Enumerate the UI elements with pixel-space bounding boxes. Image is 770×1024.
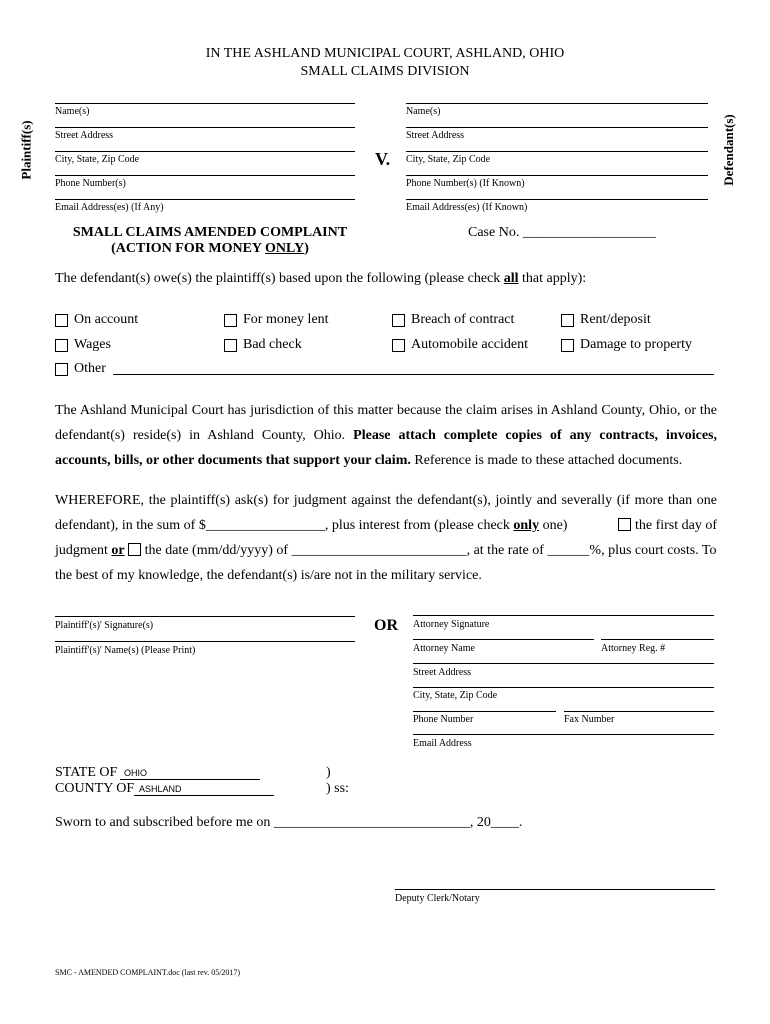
plaintiff-names-label: Plaintiff'(s)' Name(s) (Please Print): [55, 645, 196, 656]
plaintiff-phone-label: Phone Number(s): [55, 178, 126, 189]
checkbox-breach[interactable]: [392, 312, 514, 328]
notary-paren: ): [326, 765, 331, 780]
attorney-email-label: Email Address: [413, 738, 472, 749]
plaintiff-email-line[interactable]: [55, 199, 355, 200]
wherefore-l2c: the first day of: [631, 518, 717, 533]
jurisdiction-bold: Please attach complete copies of any contracts, invoices, accounts, bills, or other documents that support your claim.: [55, 428, 717, 468]
plaintiff-email-label: Email Address(es) (If Any): [55, 202, 164, 213]
defendant-street-line[interactable]: [406, 127, 708, 128]
checkbox-auto[interactable]: [392, 337, 528, 353]
jurisdiction-tail: Reference is made to these attached documents.: [414, 453, 683, 468]
notary-ss: ) ss:: [326, 781, 349, 796]
defendant-phone-line[interactable]: [406, 175, 708, 176]
checkbox-label: Other: [74, 361, 106, 376]
title-only: ONLY: [265, 241, 305, 256]
jurisdiction-text: The Ashland Municipal Court has jurisdiction of this matter because the claim arises in Ashland County, Ohio, or the defendant(s) reside(s) in Ashland County, Ohio.: [55, 403, 717, 443]
checkbox-label: Rent/deposit: [580, 312, 651, 327]
checkbox-date[interactable]: [128, 543, 141, 556]
attorney-fax-line[interactable]: [564, 711, 714, 712]
owe-post: that apply):: [518, 271, 587, 286]
wherefore-only: only: [513, 518, 540, 533]
checkbox-on-account[interactable]: [55, 312, 138, 328]
plaintiff-street-line[interactable]: [55, 127, 355, 128]
wherefore-l2a[interactable]: defendant), in the sum of $_________________, plus interest from (please check: [55, 518, 514, 533]
title-pre: (ACTION FOR MONEY: [111, 241, 266, 256]
wherefore-l2b: one): [539, 518, 568, 533]
plaintiff-city-label: City, State, Zip Code: [55, 154, 140, 165]
checkbox-label: Damage to property: [580, 337, 692, 352]
footer-revision: SMC - AMENDED COMPLAINT.doc (last rev. 05/2017): [55, 968, 241, 977]
county-line[interactable]: [134, 795, 274, 796]
attorney-phone-line[interactable]: [413, 711, 556, 712]
wherefore-line2-left: [55, 513, 567, 538]
checkbox-money-lent[interactable]: [224, 312, 329, 328]
plaintiff-signature-line[interactable]: [55, 616, 355, 617]
wherefore-line1: WHEREFORE, the plaintiff(s) ask(s) for judgment against the defendant(s), jointly and severally (if more than one: [55, 493, 717, 508]
owe-statement: [55, 271, 586, 287]
plaintiff-signature-label: Plaintiff'(s)' Signature(s): [55, 620, 154, 631]
checkbox-first-day[interactable]: [618, 518, 631, 531]
owe-pre: The defendant(s) owe(s) the plaintiff(s) based upon the following (please check: [55, 271, 504, 286]
checkbox-bad-check[interactable]: [224, 337, 302, 353]
attorney-name-label: Attorney Name: [413, 643, 475, 654]
wherefore-line4: the best of my knowledge, the defendant(s) is/are not in the military service.: [55, 568, 482, 583]
checkbox-box[interactable]: [55, 339, 68, 352]
wherefore-line3: [55, 538, 717, 563]
county-value[interactable]: ASHLAND: [139, 784, 182, 794]
court-name: IN THE ASHLAND MUNICIPAL COURT, ASHLAND, OHIO: [205, 46, 565, 61]
versus: V.: [375, 149, 391, 169]
defendant-side-label: Defendant(s): [720, 114, 736, 186]
clerk-signature-line[interactable]: [395, 889, 715, 890]
defendant-street-label: Street Address: [406, 130, 465, 141]
or-separator: OR: [374, 617, 398, 634]
attorney-signature-line[interactable]: [413, 615, 714, 616]
complaint-title-line2: [55, 241, 365, 257]
checkbox-box[interactable]: [561, 339, 574, 352]
complaint-title-line1: SMALL CLAIMS AMENDED COMPLAINT: [72, 225, 348, 240]
checkbox-box[interactable]: [55, 363, 68, 376]
county-label: COUNTY OF: [55, 781, 135, 796]
checkbox-label: For money lent: [243, 312, 329, 327]
plaintiff-names-line[interactable]: [55, 641, 355, 642]
complaint-title: [55, 225, 365, 257]
plaintiff-side-label: Plaintiff(s): [18, 120, 34, 180]
checkbox-label: On account: [74, 312, 139, 327]
attorney-phone-label: Phone Number: [413, 714, 474, 725]
checkbox-label: Breach of contract: [411, 312, 515, 327]
wherefore-l3a: judgment: [55, 543, 112, 558]
checkbox-box[interactable]: [392, 314, 405, 327]
wherefore-or: or: [111, 543, 125, 558]
checkbox-label: Automobile accident: [411, 337, 529, 352]
title-post: ): [304, 241, 309, 256]
attorney-email-line[interactable]: [413, 734, 714, 735]
state-line[interactable]: [120, 779, 260, 780]
wherefore-line2-right: [618, 513, 717, 538]
checkbox-box[interactable]: [55, 314, 68, 327]
wherefore-l3b[interactable]: the date (mm/dd/yyyy) of _________________________, at the rate of ______%, plus court costs. To: [141, 543, 717, 558]
plaintiff-street-label: Street Address: [55, 130, 114, 141]
defendant-city-label: City, State, Zip Code: [406, 154, 491, 165]
plaintiff-phone-line[interactable]: [55, 175, 355, 176]
defendant-phone-label: Phone Number(s) (If Known): [406, 178, 525, 189]
wherefore-line2: [55, 513, 717, 538]
checkbox-other[interactable]: [55, 361, 106, 377]
checkbox-rent[interactable]: [561, 312, 651, 328]
case-number[interactable]: Case No. ___________________: [468, 225, 656, 240]
checkbox-label: Wages: [74, 337, 111, 352]
division-name: SMALL CLAIMS DIVISION: [300, 64, 470, 79]
defendant-name-label: Name(s): [406, 106, 441, 117]
clerk-label: Deputy Clerk/Notary: [395, 893, 480, 904]
attorney-fax-label: Fax Number: [564, 714, 615, 725]
checkbox-box[interactable]: [224, 339, 237, 352]
checkbox-box[interactable]: [224, 314, 237, 327]
checkbox-box[interactable]: [392, 339, 405, 352]
defendant-name-line[interactable]: [406, 103, 708, 104]
checkbox-box[interactable]: [561, 314, 574, 327]
owe-all: all: [503, 271, 519, 286]
defendant-city-line[interactable]: [406, 151, 708, 152]
plaintiff-city-line[interactable]: [55, 151, 355, 152]
attorney-city-label: City, State, Zip Code: [413, 690, 498, 701]
sworn-statement[interactable]: Sworn to and subscribed before me on ____________________________, 20____.: [55, 815, 523, 830]
defendant-email-label: Email Address(es) (If Known): [406, 202, 528, 213]
jurisdiction-paragraph: [55, 398, 717, 473]
state-label: STATE OF: [55, 765, 118, 780]
attorney-street-line[interactable]: [413, 663, 714, 664]
attorney-city-line[interactable]: [413, 687, 714, 688]
attorney-street-label: Street Address: [413, 667, 472, 678]
plaintiff-name-label: Name(s): [55, 106, 90, 117]
attorney-reg-line[interactable]: [601, 639, 714, 640]
attorney-signature-label: Attorney Signature: [413, 619, 490, 630]
attorney-reg-label: Attorney Reg. #: [601, 643, 666, 654]
attorney-name-line[interactable]: [413, 639, 594, 640]
state-value[interactable]: OHIO: [124, 768, 148, 778]
checkbox-label: Bad check: [243, 337, 302, 352]
other-line[interactable]: [113, 374, 714, 375]
wherefore-paragraph: [55, 488, 717, 588]
checkbox-damage[interactable]: [561, 337, 692, 353]
checkbox-wages[interactable]: [55, 337, 111, 353]
defendant-email-line[interactable]: [406, 199, 708, 200]
plaintiff-name-line[interactable]: [55, 103, 355, 104]
